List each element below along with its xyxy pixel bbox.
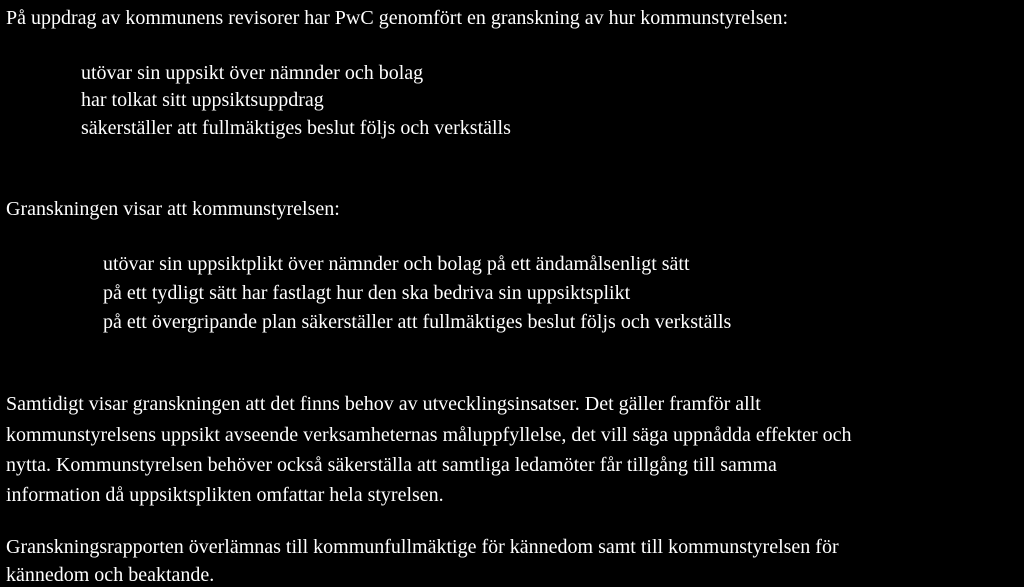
review-item: har tolkat sitt uppsiktsuppdrag xyxy=(81,89,324,111)
finding-item: på ett tydligt sätt har fastlagt hur den ska bedriva sin uppsiktsplikt xyxy=(103,282,631,304)
closing-paragraph-line: kännedom och beaktande. xyxy=(6,564,215,586)
review-item: utövar sin uppsikt över nämnder och bolag xyxy=(81,62,424,84)
needs-paragraph-line: Samtidigt visar granskningen att det finns behov av utvecklingsinsatser. Det gäller framför allt xyxy=(6,393,761,415)
closing-paragraph-line: Granskningsrapporten överlämnas till kommunfullmäktige för kännedom samt till kommunstyrelsen för xyxy=(6,536,839,558)
finding-item: utövar sin uppsiktplikt över nämnder och bolag på ett ändamålsenligt sätt xyxy=(103,253,690,275)
review-item: säkerställer att fullmäktiges beslut följs och verkställs xyxy=(81,117,511,139)
finding-item: på ett övergripande plan säkerställer att fullmäktiges beslut följs och verkställs xyxy=(103,311,732,333)
needs-paragraph-line: kommunstyrelsens uppsikt avseende verksamheternas måluppfyllelse, det vill säga uppnådda effekter och xyxy=(6,424,852,446)
intro-paragraph: På uppdrag av kommunens revisorer har PwC genomfört en granskning av hur kommunstyrelsen: xyxy=(6,7,789,29)
needs-paragraph-line: nytta. Kommunstyrelsen behöver också säkerställa att samtliga ledamöter får tillgång till samma xyxy=(6,454,777,476)
findings-intro: Granskningen visar att kommunstyrelsen: xyxy=(6,198,340,220)
needs-paragraph-line: information då uppsiktsplikten omfattar hela styrelsen. xyxy=(6,484,444,506)
